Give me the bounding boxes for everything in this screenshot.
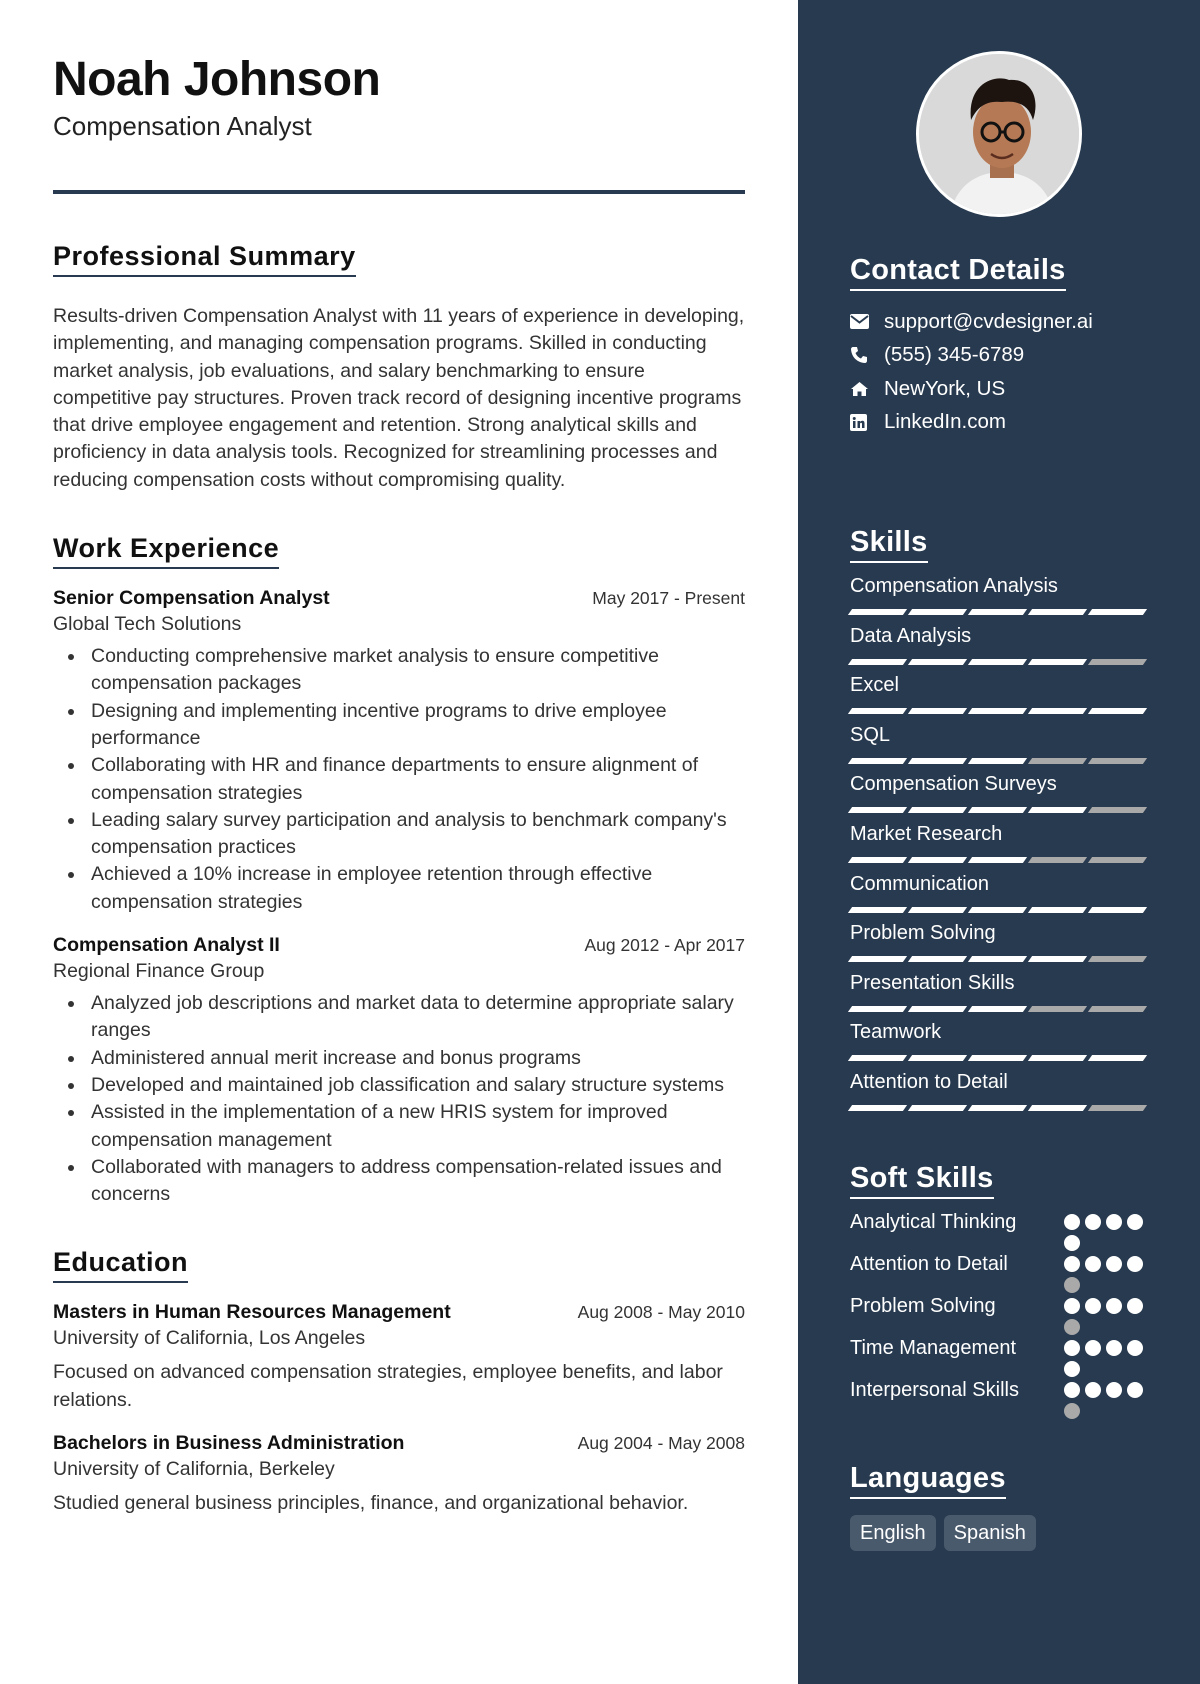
skill-level-bar [850, 1055, 1146, 1061]
education-heading: Education [53, 1246, 188, 1283]
soft-skill-rating [1064, 1377, 1148, 1419]
language-chip: English [850, 1515, 936, 1551]
job-bullet: Collaborated with managers to address compensation-related issues and concerns [53, 1154, 745, 1209]
skill-level-segment-filled [968, 807, 1027, 813]
skill-level-bar [850, 857, 1146, 863]
skill-level-bar [850, 907, 1146, 913]
skill-level-bar [850, 659, 1146, 665]
soft-skill-name: Analytical Thinking [850, 1210, 1017, 1233]
rating-dot-filled [1064, 1382, 1080, 1398]
skill-level-segment-filled [1028, 609, 1087, 615]
contact-linkedin[interactable] [850, 406, 1148, 440]
skill-name: SQL [850, 723, 891, 746]
soft-skills-heading: Soft Skills [850, 1161, 994, 1199]
soft-skill-item [850, 1377, 1148, 1419]
contact-phone[interactable] [850, 339, 1148, 373]
contact-email[interactable] [850, 305, 1148, 339]
skill-level-segment-filled [908, 1006, 967, 1012]
education-entry [53, 1299, 745, 1414]
rating-dot-empty [1064, 1319, 1080, 1335]
languages-section [850, 1461, 1148, 1499]
contact-list [850, 305, 1148, 439]
rating-dot-filled [1085, 1214, 1101, 1230]
skill-level-segment-filled [908, 1105, 967, 1111]
skill-level-segment-filled [848, 1006, 907, 1012]
soft-skill-rating [1064, 1335, 1148, 1377]
skill-level-segment-filled [968, 758, 1027, 764]
job-bullet: Administered annual merit increase and bonus programs [53, 1045, 745, 1072]
skill-level-segment-filled [908, 857, 967, 863]
skill-level-segment-filled [1028, 1105, 1087, 1111]
skill-name: Teamwork [850, 1021, 942, 1044]
skill-name: Compensation Surveys [850, 773, 1057, 796]
skills-list [850, 573, 1148, 1119]
school-name: University of California, Berkeley [53, 1458, 335, 1481]
candidate-name: Noah Johnson [53, 53, 381, 106]
rating-dot-empty [1064, 1403, 1080, 1419]
skill-level-segment-empty [1088, 1006, 1147, 1012]
skill-name: Data Analysis [850, 624, 972, 647]
skill-level-segment-filled [1088, 708, 1147, 714]
school-name: University of California, Los Angeles [53, 1327, 366, 1350]
rating-dot-filled [1064, 1235, 1080, 1251]
soft-skill-item [850, 1251, 1148, 1293]
skills-heading: Skills [850, 525, 928, 563]
skill-level-segment-empty [1088, 1105, 1147, 1111]
envelope-icon [850, 314, 884, 329]
skill-level-bar [850, 1105, 1146, 1111]
soft-skill-name: Interpersonal Skills [850, 1378, 1019, 1401]
skill-item [850, 821, 1148, 871]
contact-linkedin-text: LinkedIn.com [884, 410, 1006, 434]
job-entry [53, 585, 745, 916]
soft-skills-section [850, 1161, 1148, 1199]
skill-level-segment-filled [968, 907, 1027, 913]
linkedin-icon [850, 414, 884, 431]
summary-section [53, 240, 745, 494]
job-role: Compensation Analyst II [53, 934, 280, 957]
skill-level-segment-empty [1028, 1006, 1087, 1012]
education-description: Focused on advanced compensation strategies, employee benefits, and labor relations. [53, 1361, 723, 1411]
skills-section [850, 525, 1148, 563]
skill-name: Attention to Detail [850, 1070, 1008, 1093]
skill-level-segment-filled [1028, 807, 1087, 813]
rating-dot-filled [1127, 1382, 1143, 1398]
rating-dot-filled [1064, 1361, 1080, 1377]
job-bullet: Developed and maintained job classification and salary structure systems [53, 1072, 745, 1099]
rating-dot-filled [1106, 1382, 1122, 1398]
skill-level-segment-filled [968, 659, 1027, 665]
skill-level-segment-filled [1088, 609, 1147, 615]
summary-text: Results-driven Compensation Analyst with 11 years of experience in developing, implementing, and managing compensation programs. Skilled in conducting market analysis, job evaluations, and salary benchmarking to ensure competitive pay structures. Proven track record of designing incentive programs that drive employee engagement and retention. Strong analytical skills and proficiency in data analysis tools. Recognized for streamlining processes and reducing compensation costs without compromising quality. [53, 305, 745, 491]
skill-level-segment-filled [848, 758, 907, 764]
job-bullets [53, 643, 745, 916]
job-entry [53, 932, 745, 1208]
skill-level-segment-filled [848, 956, 907, 962]
skill-level-segment-filled [968, 1105, 1027, 1111]
skill-level-segment-filled [848, 1105, 907, 1111]
skill-level-segment-filled [968, 609, 1027, 615]
skill-name: Excel [850, 674, 899, 697]
soft-skill-name: Attention to Detail [850, 1252, 1008, 1275]
home-icon [850, 381, 884, 397]
sidebar [798, 0, 1200, 1684]
soft-skill-rating [1064, 1251, 1148, 1293]
skill-item [850, 573, 1148, 623]
rating-dot-filled [1127, 1340, 1143, 1356]
soft-skill-name: Time Management [850, 1336, 1016, 1359]
contact-section [850, 253, 1148, 291]
skill-item [850, 771, 1148, 821]
candidate-title: Compensation Analyst [53, 111, 312, 141]
education-section [53, 1246, 745, 1517]
experience-section [53, 532, 745, 1208]
skill-level-segment-filled [848, 1055, 907, 1061]
skill-level-segment-filled [848, 907, 907, 913]
skill-name: Problem Solving [850, 922, 996, 945]
job-bullet: Analyzed job descriptions and market data to determine appropriate salary ranges [53, 990, 745, 1045]
contact-location [850, 372, 1148, 406]
skill-level-segment-filled [848, 659, 907, 665]
skill-level-bar [850, 758, 1146, 764]
skill-name: Presentation Skills [850, 971, 1015, 994]
skill-level-segment-filled [968, 708, 1027, 714]
languages-heading: Languages [850, 1461, 1006, 1499]
skill-level-segment-filled [1028, 907, 1087, 913]
education-description: Studied general business principles, finance, and organizational behavior. [53, 1492, 689, 1515]
language-chip: Spanish [944, 1515, 1036, 1551]
soft-skill-rating [1064, 1293, 1148, 1335]
skill-level-segment-filled [848, 857, 907, 863]
rating-dot-filled [1064, 1256, 1080, 1272]
skill-level-segment-filled [968, 1006, 1027, 1012]
rating-dot-filled [1106, 1256, 1122, 1272]
skill-item [850, 970, 1148, 1020]
skill-level-segment-filled [1028, 1055, 1087, 1061]
skill-item [850, 623, 1148, 673]
skill-level-segment-filled [848, 807, 907, 813]
rating-dot-filled [1127, 1298, 1143, 1314]
skill-level-bar [850, 609, 1146, 615]
skill-level-bar [850, 807, 1146, 813]
skill-level-segment-filled [1088, 907, 1147, 913]
contact-heading: Contact Details [850, 253, 1066, 291]
skill-level-segment-filled [848, 609, 907, 615]
rating-dot-filled [1106, 1340, 1122, 1356]
summary-heading: Professional Summary [53, 240, 356, 277]
skill-level-bar [850, 956, 1146, 962]
header-divider [53, 190, 745, 194]
rating-dot-filled [1127, 1214, 1143, 1230]
phone-icon [850, 346, 884, 364]
skill-name: Compensation Analysis [850, 575, 1058, 597]
education-dates: Aug 2008 - May 2010 [577, 1302, 745, 1323]
rating-dot-filled [1064, 1298, 1080, 1314]
rating-dot-filled [1064, 1340, 1080, 1356]
skill-item [850, 672, 1148, 722]
rating-dot-filled [1064, 1214, 1080, 1230]
skill-name: Communication [850, 872, 989, 895]
soft-skill-name: Problem Solving [850, 1294, 996, 1317]
skill-level-segment-filled [908, 708, 967, 714]
rating-dot-empty [1064, 1277, 1080, 1293]
skill-level-segment-empty [1088, 807, 1147, 813]
soft-skill-item [850, 1293, 1148, 1335]
avatar-illustration [919, 54, 1082, 217]
job-bullet: Achieved a 10% increase in employee retention through effective compensation strategies [53, 861, 745, 916]
degree-name: Masters in Human Resources Management [53, 1301, 451, 1324]
skill-item [850, 1019, 1148, 1069]
job-role: Senior Compensation Analyst [53, 587, 330, 610]
job-dates: May 2017 - Present [592, 588, 745, 609]
skill-level-segment-filled [968, 857, 1027, 863]
rating-dot-filled [1085, 1340, 1101, 1356]
job-bullet: Leading salary survey participation and analysis to benchmark company's compensation practices [53, 807, 745, 862]
skill-item [850, 722, 1148, 772]
skill-level-segment-empty [1088, 857, 1147, 863]
skill-level-segment-empty [1088, 758, 1147, 764]
skill-level-segment-filled [1088, 1055, 1147, 1061]
skill-level-bar [850, 708, 1146, 714]
languages-list [850, 1515, 1148, 1551]
skill-level-segment-filled [848, 708, 907, 714]
education-dates: Aug 2004 - May 2008 [577, 1433, 745, 1454]
job-bullet: Designing and implementing incentive programs to drive employee performance [53, 698, 745, 753]
skill-item [850, 871, 1148, 921]
education-entry [53, 1430, 745, 1517]
soft-skill-item [850, 1209, 1148, 1251]
job-bullet: Assisted in the implementation of a new HRIS system for improved compensation management [53, 1099, 745, 1154]
soft-skill-rating [1064, 1209, 1148, 1251]
skill-level-segment-filled [968, 1055, 1027, 1061]
rating-dot-filled [1106, 1298, 1122, 1314]
soft-skills-list [850, 1209, 1148, 1419]
skill-level-bar [850, 1006, 1146, 1012]
skill-level-segment-filled [908, 1055, 967, 1061]
rating-dot-filled [1085, 1382, 1101, 1398]
contact-email-text: support@cvdesigner.ai [884, 309, 1093, 333]
skill-level-segment-filled [908, 807, 967, 813]
soft-skill-item [850, 1335, 1148, 1377]
skill-level-segment-filled [908, 659, 967, 665]
job-bullet: Conducting comprehensive market analysis to ensure competitive compensation packages [53, 643, 745, 698]
rating-dot-filled [1106, 1214, 1122, 1230]
skill-level-segment-empty [1028, 857, 1087, 863]
skill-level-segment-filled [908, 907, 967, 913]
skill-item [850, 1069, 1148, 1119]
skill-level-segment-filled [1028, 956, 1087, 962]
job-company: Regional Finance Group [53, 960, 265, 983]
job-bullets [53, 990, 745, 1208]
profile-photo [916, 51, 1082, 217]
skill-level-segment-filled [908, 758, 967, 764]
skill-level-segment-filled [908, 956, 967, 962]
skill-item [850, 920, 1148, 970]
skill-name: Market Research [850, 822, 1003, 845]
skill-level-segment-filled [1028, 659, 1087, 665]
skill-level-segment-filled [968, 956, 1027, 962]
job-bullet: Collaborating with HR and finance departments to ensure alignment of compensation strategies [53, 752, 745, 807]
rating-dot-filled [1085, 1298, 1101, 1314]
skill-level-segment-empty [1088, 956, 1147, 962]
degree-name: Bachelors in Business Administration [53, 1432, 405, 1455]
contact-location-text: NewYork, US [884, 376, 1006, 400]
skill-level-segment-filled [1028, 708, 1087, 714]
contact-phone-text: (555) 345-6789 [884, 343, 1025, 367]
experience-heading: Work Experience [53, 532, 279, 569]
rating-dot-filled [1085, 1256, 1101, 1272]
rating-dot-filled [1127, 1256, 1143, 1272]
skill-level-segment-empty [1028, 758, 1087, 764]
skill-level-segment-filled [908, 609, 967, 615]
skill-level-segment-empty [1088, 659, 1147, 665]
job-company: Global Tech Solutions [53, 613, 242, 636]
job-dates: Aug 2012 - Apr 2017 [584, 935, 745, 956]
